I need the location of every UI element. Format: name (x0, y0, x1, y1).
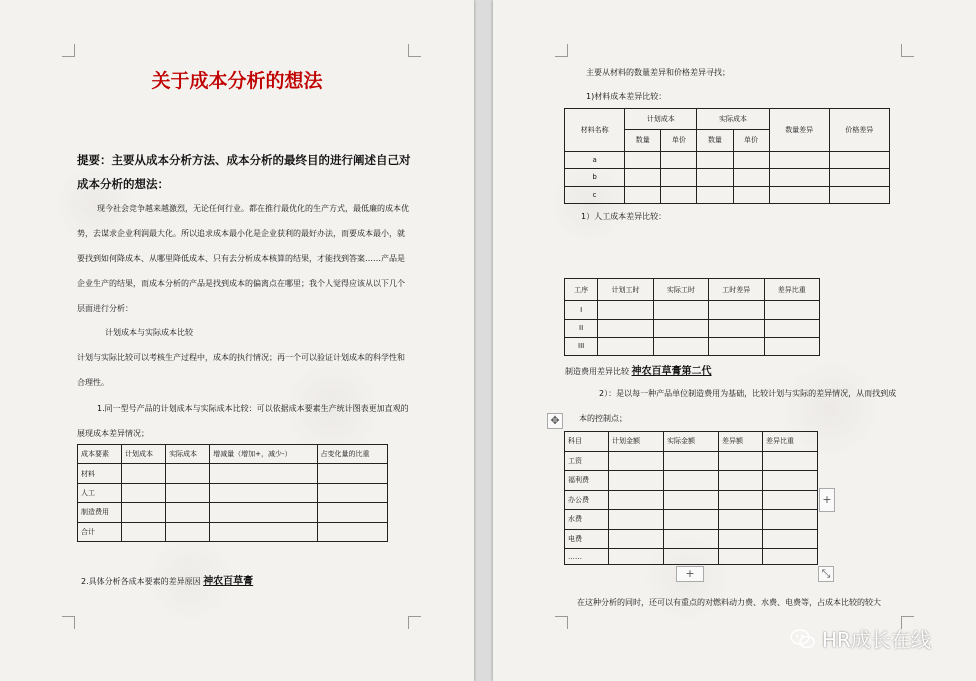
table-header-cell: 计划工时 (598, 279, 653, 301)
comparison-paragraph: 计划与实际比较可以考核生产过程中，成本的执行情况；再一个可以验证计划成本的科学性和合理性。 (77, 353, 405, 387)
point-2-caption (81, 572, 253, 587)
table-header-cell: 差异比重 (764, 279, 819, 301)
table-header-cell: 数量 (697, 130, 733, 151)
intro-paragraph: 现今社会竞争越来越激烈，无论任何行业。都在推行最优化的生产方式，最低廉的成本优势，去谋求企业利润最大化。所以追求成本最小化是企业获利的最好办法，而要成本最小，就要找到如何降成本、从哪里降低成本、只有去分析成本核算的结果，才能找到答案……产品是企业生产的结果，而成本分析的产品是找到成本的偏离点在哪里；我个人觉得应该从以下几个层面进行分析： (77, 204, 409, 313)
table-row-label: 合计 (78, 522, 122, 541)
point-1-paragraph: 1.同一型号产品的计划成本与实际成本比较：可以依据成本要素生产统计图表更加直观的展现成本差异情况； (77, 404, 409, 438)
table-row-label: …… (565, 549, 609, 565)
table-header-cell: 占变化量的比重 (317, 445, 387, 464)
table-header-cell: 成本要素 (78, 445, 122, 464)
table-header-cell: 工时差异 (709, 279, 764, 301)
table-header-cell: 差异比重 (763, 432, 818, 452)
overhead-cost-table (564, 431, 818, 565)
table-row-label: 福利费 (565, 471, 609, 491)
table-row-label: I (565, 301, 598, 319)
table-header-cell: 实际工时 (653, 279, 708, 301)
table-row-label: 水费 (565, 510, 609, 530)
wechat-icon (790, 628, 816, 650)
table-header-cell: 计划成本 (625, 109, 697, 130)
table-row-label: 办公费 (565, 490, 609, 510)
table-header-cell: 数量 (625, 130, 661, 151)
handwritten-annotation: 神农百草膏第二代 (631, 366, 712, 377)
table-move-handle-icon[interactable]: ✥ (547, 413, 563, 429)
table-header-cell: 实际金额 (664, 432, 719, 452)
material-subheading: 1)材料成本差异比较： (586, 92, 667, 101)
margin-corner-mark (555, 616, 568, 629)
table-header-cell: 材料名称 (565, 109, 625, 152)
table-row-label: II (565, 319, 598, 337)
cost-element-table (77, 444, 388, 542)
section-heading: 计划成本与实际成本比较 (105, 328, 193, 337)
caption-text: 制造费用差异比较 (565, 367, 629, 376)
margin-corner-mark (408, 44, 421, 57)
overhead-paragraph: 2）：是以每一种产品单位制造费用为基础，比较计划与实际的差异情况，从而找到成本的控制点； (579, 389, 897, 423)
closing-paragraph: 在这种分析的同时，还可以有重点的对燃料动力费、水费、电费等，占成本比较的较大 (577, 598, 881, 607)
table-row-label: a (565, 151, 625, 168)
material-cost-table (564, 108, 890, 204)
table-row-label: b (565, 169, 625, 186)
table-header-cell: 计划成本 (122, 445, 166, 464)
table-row-label: III (565, 337, 598, 355)
table-header-cell: 增减量（增加+，减少-） (210, 445, 317, 464)
table-row-label: 电费 (565, 529, 609, 549)
overhead-caption (565, 362, 712, 377)
margin-corner-mark (62, 616, 75, 629)
margin-corner-mark (62, 44, 75, 57)
table-header-cell: 工序 (565, 279, 598, 301)
table-header-cell: 数量差异 (769, 109, 829, 152)
add-column-button[interactable]: + (819, 488, 835, 512)
caption-text: 2.具体分析各成本要素的差异原因 (81, 577, 201, 586)
margin-corner-mark (901, 44, 914, 57)
labor-cost-table (564, 278, 820, 356)
handwritten-annotation: 神农百草膏 (203, 576, 254, 587)
table-header-cell: 科目 (565, 432, 609, 452)
table-header-cell: 计划金额 (609, 432, 664, 452)
labor-subheading: 1）人工成本差异比较： (581, 212, 667, 221)
watermark-text: HR成长在线 (822, 628, 931, 652)
table-header-cell: 单价 (661, 130, 697, 151)
watermark (790, 624, 931, 653)
table-row-label: 人工 (78, 483, 122, 502)
add-row-button[interactable]: + (676, 566, 704, 582)
table-row-label: c (565, 186, 625, 204)
document-page-left (0, 0, 474, 681)
table-row-label: 工资 (565, 451, 609, 471)
table-row-label: 制造费用 (78, 503, 122, 522)
margin-corner-mark (555, 44, 568, 57)
table-header-cell: 实际成本 (697, 109, 769, 130)
table-header-cell: 单价 (733, 130, 769, 151)
table-header-cell: 实际成本 (166, 445, 210, 464)
table-header-cell: 差异额 (719, 432, 763, 452)
table-header-cell: 价格差异 (829, 109, 889, 152)
abstract-heading: 提要：主要从成本分析方法、成本分析的最终目的进行阐述自己对成本分析的想法： (77, 153, 411, 191)
material-intro: 主要从材料的数量差异和价格差异寻找； (586, 68, 730, 77)
margin-corner-mark (408, 616, 421, 629)
document-title: 关于成本分析的想法 (151, 70, 323, 92)
table-row-label: 材料 (78, 464, 122, 483)
table-resize-handle-icon[interactable]: ⤡ (818, 566, 834, 582)
document-page-right (493, 0, 976, 681)
